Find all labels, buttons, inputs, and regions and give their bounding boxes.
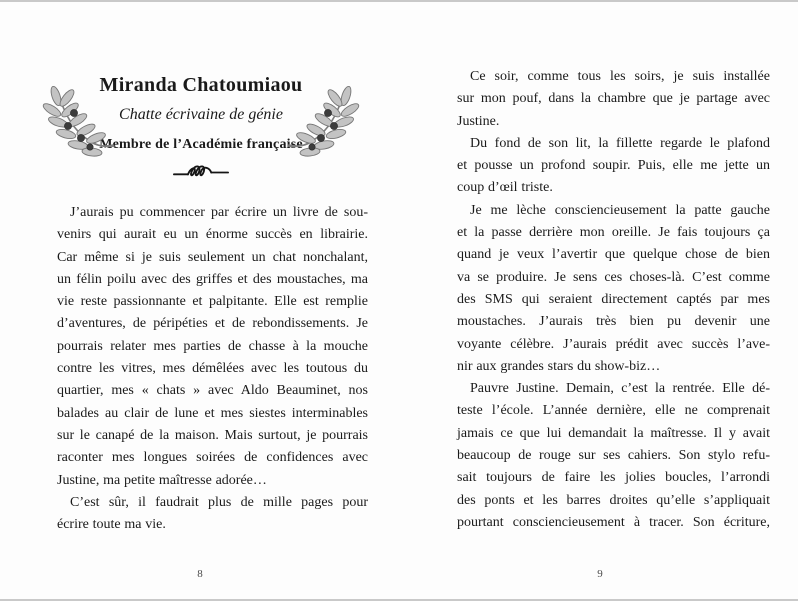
text-line: des SMS qui seraient directement captés par mes <box>457 291 770 307</box>
text-line: Justine, ma petite maîtresse adorée… <box>57 472 267 488</box>
text-line: vie reste passionnante et palpitante. Elle est remplie <box>57 294 368 310</box>
text-line: balades au clair de lune et mes siestes interminables <box>57 405 368 421</box>
text-line: voyante célèbre. J’aurais prédit avec succès l’ave- <box>457 336 770 352</box>
paragraph <box>457 133 770 200</box>
text-line: teste l’école. L’année dernière, elle ne comprenait <box>457 403 770 419</box>
text-line: nir aux grandes stars du show-biz… <box>457 358 661 374</box>
text-line: Du fond de son lit, la fillette regarde le plafond <box>470 135 770 151</box>
text-line: Car même si je suis seulement un chat nonchalant, <box>57 249 368 265</box>
text-line: sur mon pouf, dans la chambre que je partage avec <box>457 91 770 107</box>
olive-branch-icon <box>34 82 116 162</box>
page-number-right: 9 <box>597 568 603 580</box>
text-line: et la passe derrière mon oreille. Je fais toujours ça <box>457 225 770 241</box>
text-line: pourtant consciencieusement à tracer. Son écriture, <box>457 514 770 530</box>
text-line: quand je veux l’avertir que quelque chose de bien <box>457 247 770 263</box>
text-line: Justine. <box>457 113 500 129</box>
text-line: Ce soir, comme tous les soirs, je suis installée <box>470 69 770 84</box>
left-page-text <box>57 202 368 536</box>
author-block <box>40 74 362 182</box>
text-line: et pousse un profond soupir. Puis, elle me jette un <box>457 158 770 174</box>
text-line: écrire toute ma vie. <box>57 517 166 533</box>
text-line: d’aventures, de péripéties et de rebondissements. Je <box>57 316 368 332</box>
text-line: coup d’œil triste. <box>457 180 553 196</box>
paragraph <box>457 200 770 378</box>
text-line: Pauvre Justine. Demain, c’est la rentrée. Elle dé- <box>470 381 770 397</box>
paragraph <box>57 492 368 537</box>
paragraph <box>457 66 770 133</box>
text-line: un félin poilu avec des griffes et des moustaches, ma <box>57 271 368 287</box>
text-line: C’est sûr, il faudrait plus de mille pages pour <box>70 494 368 510</box>
text-line: des ponts et les barres droites qu’elle s’appliquait <box>457 492 770 508</box>
author-name: Miranda Chatoumiaou <box>99 74 303 96</box>
right-page-text <box>457 66 770 534</box>
text-line: raconter mes longues soirées de confidences avec <box>57 450 368 466</box>
squiggle-flourish-icon <box>40 164 362 182</box>
olive-branch-icon <box>286 82 368 162</box>
text-line: quartier, mes « chats » avec Aldo Beauminet, nos <box>57 383 368 399</box>
paragraph <box>457 378 770 534</box>
text-line: moustaches. J’aurais très bien pu devenir une <box>457 314 770 330</box>
text-line: pourrais relater mes parties de chasse à la mouche <box>57 338 368 354</box>
text-line: jamais ce que lui demandait la maîtresse. Il y avait <box>457 425 770 441</box>
text-line: Je me lèche consciencieusement la patte gauche <box>470 202 770 218</box>
page-number-left: 8 <box>197 568 203 580</box>
text-line: contre les vitres, mes démêlées avec les toutous du <box>57 361 368 377</box>
text-line: sur le canapé de la maison. Mais surtout, je pourrais <box>57 427 368 443</box>
author-affiliation: Membre de l’Académie française <box>99 137 303 152</box>
text-line: sait toujours de faire les jolies boucles, l’arrondi <box>457 470 770 486</box>
text-line: beaucoup de rouge sur ses cahiers. Son stylo refu- <box>457 448 770 464</box>
text-line: venirs qui aurait eu un énorme succès en librairie. <box>57 227 368 243</box>
paragraph <box>57 202 368 492</box>
author-role: Chatte écrivaine de génie <box>119 106 283 123</box>
text-line: va se produire. Je sens ces choses-là. C’est comme <box>457 269 770 285</box>
text-line: J’aurais pu commencer par écrire un livre de sou- <box>70 205 368 220</box>
